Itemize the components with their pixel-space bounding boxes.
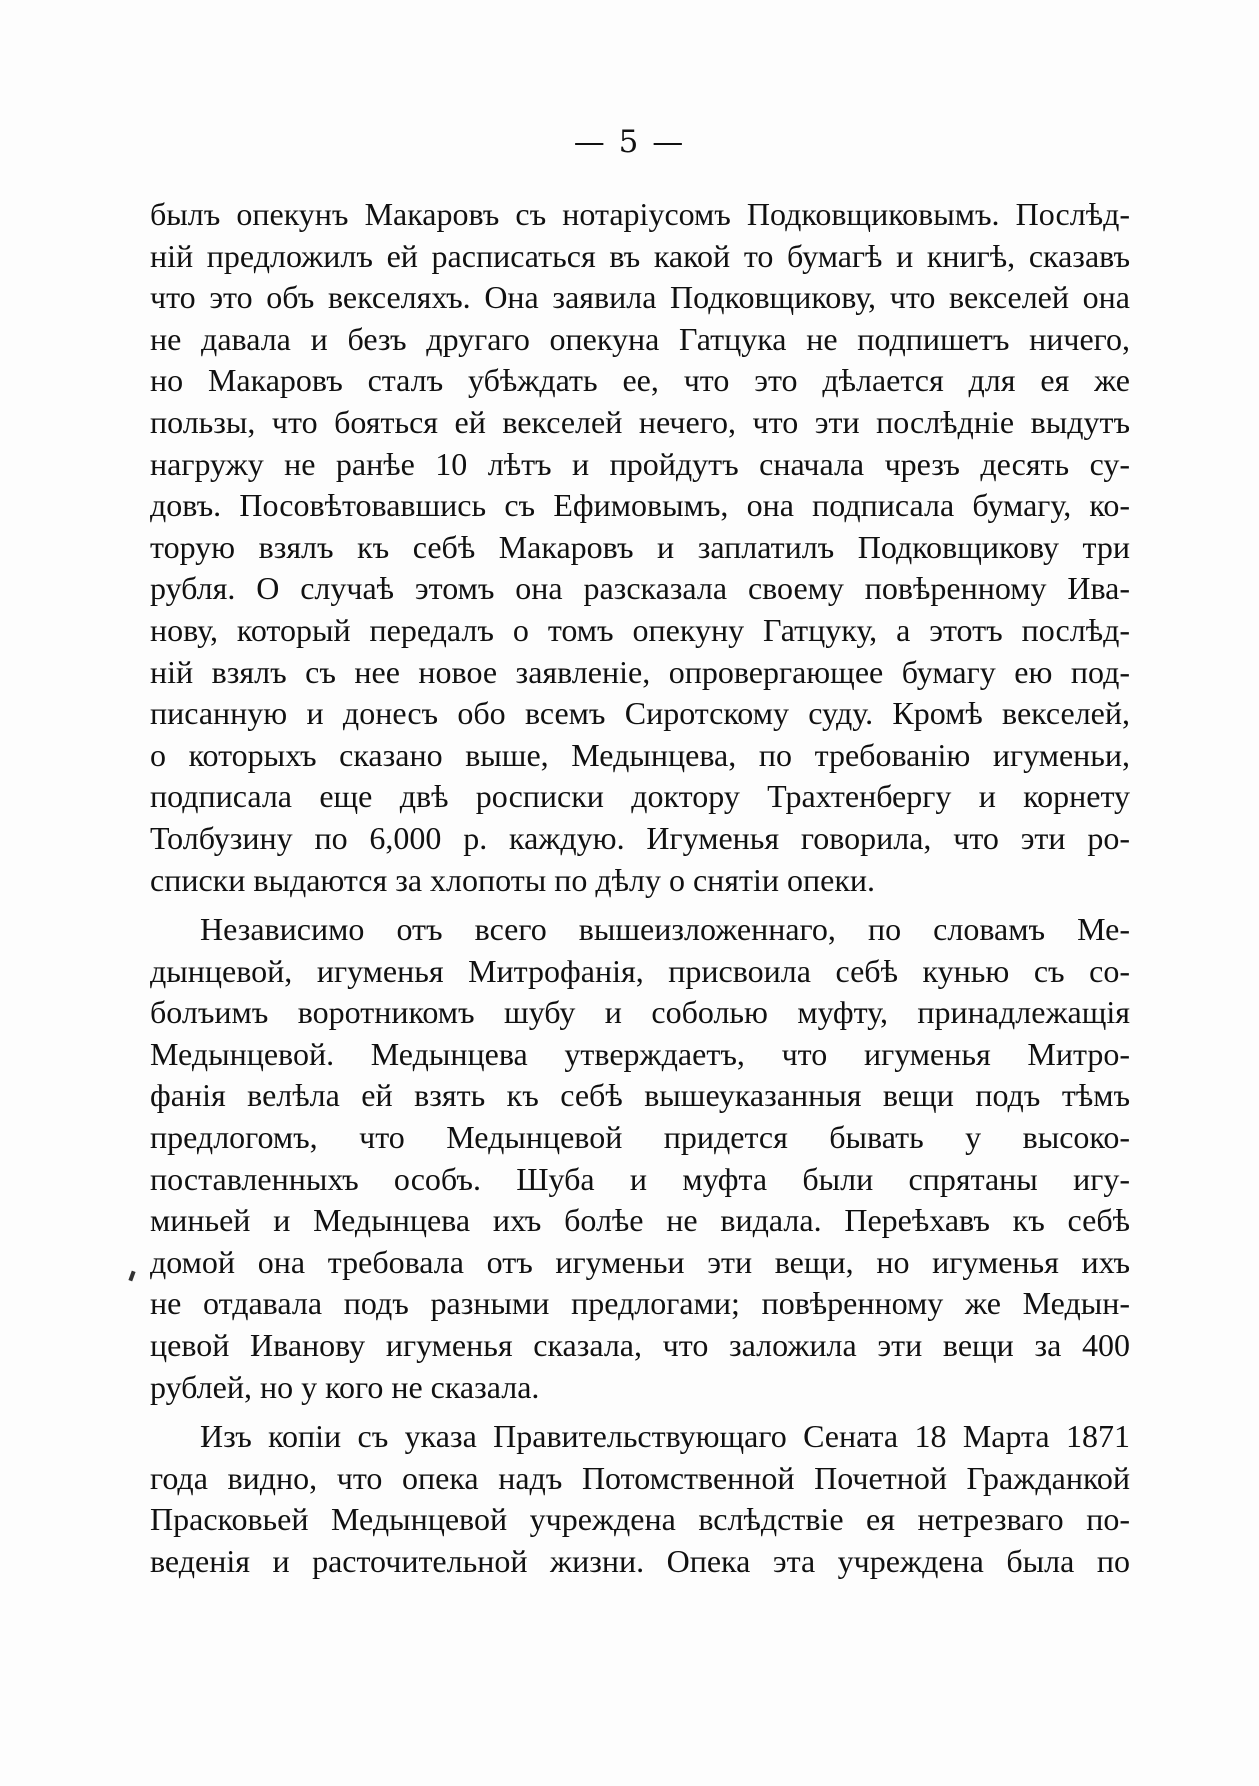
text-line: не отдавала подъ разными предлогами; повѣренному же Медын- <box>150 1285 1130 1322</box>
text-line: поставленныхъ особъ. Шуба и муфта были спрятаны игу- <box>150 1160 1130 1197</box>
page-number: — 5 — <box>573 124 686 160</box>
text-line: рубля. О случаѣ этомъ она разсказала своему повѣренному Ива- <box>150 570 1130 607</box>
text-line: что это объ векселяхъ. Она заявила Подковщикову, что векселей она <box>150 279 1130 316</box>
text-line: не давала и безъ другаго опекуна Гатцука не подпишетъ ничего, <box>150 320 1130 357</box>
text-line: ній предложилъ ей расписаться въ какой то бумагѣ и книгѣ, сказавъ <box>150 237 1130 274</box>
text-line: миньей и Медынцева ихъ болѣе не видала. Переѣхавъ къ себѣ <box>150 1202 1130 1239</box>
text-line: о которыхъ сказано выше, Медынцева, по требованію игуменьи, <box>150 736 1130 773</box>
text-line: пользы, что бояться ей векселей нечего, что эти послѣдніе выдутъ <box>150 403 1130 440</box>
text-line: писанную и донесъ обо всемъ Сиротскому суду. Кромѣ векселей, <box>150 695 1130 732</box>
text-line: веденія и расточительной жизни. Опека эта учреждена была по <box>150 1543 1130 1579</box>
text-line: болъимъ воротникомъ шубу и соболью муфту, принадлежащія <box>150 994 1130 1031</box>
text-line: списки выдаются за хлопоты по дѣлу о снятіи опеки. <box>150 861 875 898</box>
text-line: года видно, что опека надъ Потомственной Почетной Гражданкой <box>150 1459 1130 1496</box>
text-line: Независимо отъ всего вышеизложеннаго, по словамъ Ме- <box>200 911 1130 948</box>
text-line: дынцевой, игуменья Митрофанія, присвоила себѣ кунью съ со- <box>150 952 1130 989</box>
text-line: Изъ копіи съ указа Правительствующаго Сената 18 Марта 1871 <box>200 1418 1130 1455</box>
text-line: Медынцевой. Медынцева утверждаетъ, что игуменья Митро- <box>150 1035 1130 1072</box>
margin-mark <box>128 1271 135 1282</box>
text-line: но Макаровъ сталъ убѣждать ее, что это дѣлается для ея же <box>150 362 1130 399</box>
text-line: подписала еще двѣ росписки доктору Трахтенбергу и корнету <box>150 778 1130 815</box>
text-line: нову, который передалъ о томъ опекуну Гатцуку, а этотъ послѣд- <box>150 611 1130 648</box>
text-line: Прасковьей Медынцевой учреждена вслѣдствіе ея нетрезваго по- <box>150 1501 1130 1538</box>
text-line: ній взялъ съ нее новое заявленіе, опровергающее бумагу ею под- <box>150 653 1130 690</box>
paragraph-gap <box>150 1408 1130 1416</box>
text-line: фанія велѣла ей взять къ себѣ вышеуказанныя вещи подъ тѣмъ <box>150 1077 1130 1114</box>
text-line: рублей, но у кого не сказала. <box>150 1368 540 1405</box>
paragraph-1 <box>150 194 1130 901</box>
paragraph-3 <box>150 1416 1130 1582</box>
body-text <box>150 194 1130 1583</box>
paragraph-2 <box>150 909 1130 1408</box>
paragraph-gap <box>150 901 1130 909</box>
text-line: былъ опекунъ Макаровъ съ нотаріусомъ Подковщиковымъ. Послѣд- <box>150 196 1130 232</box>
text-line: предлогомъ, что Медынцевой придется бывать у высоко- <box>150 1119 1130 1156</box>
text-line: цевой Иванову игуменья сказала, что заложила эти вещи за 400 <box>150 1327 1130 1364</box>
text-line: нагружу не ранѣе 10 лѣтъ и пройдутъ сначала чрезъ десять су- <box>150 445 1130 482</box>
text-line: довъ. Посовѣтовавшись съ Ефимовымъ, она подписала бумагу, ко- <box>150 487 1130 524</box>
text-line: Толбузину по 6,000 р. каждую. Игуменья говорила, что эти ро- <box>150 819 1130 856</box>
text-line: домой она требовала отъ игуменьи эти вещи, но игуменья ихъ <box>150 1243 1130 1280</box>
text-line: торую взялъ къ себѣ Макаровъ и заплатилъ Подковщикову три <box>150 528 1130 565</box>
